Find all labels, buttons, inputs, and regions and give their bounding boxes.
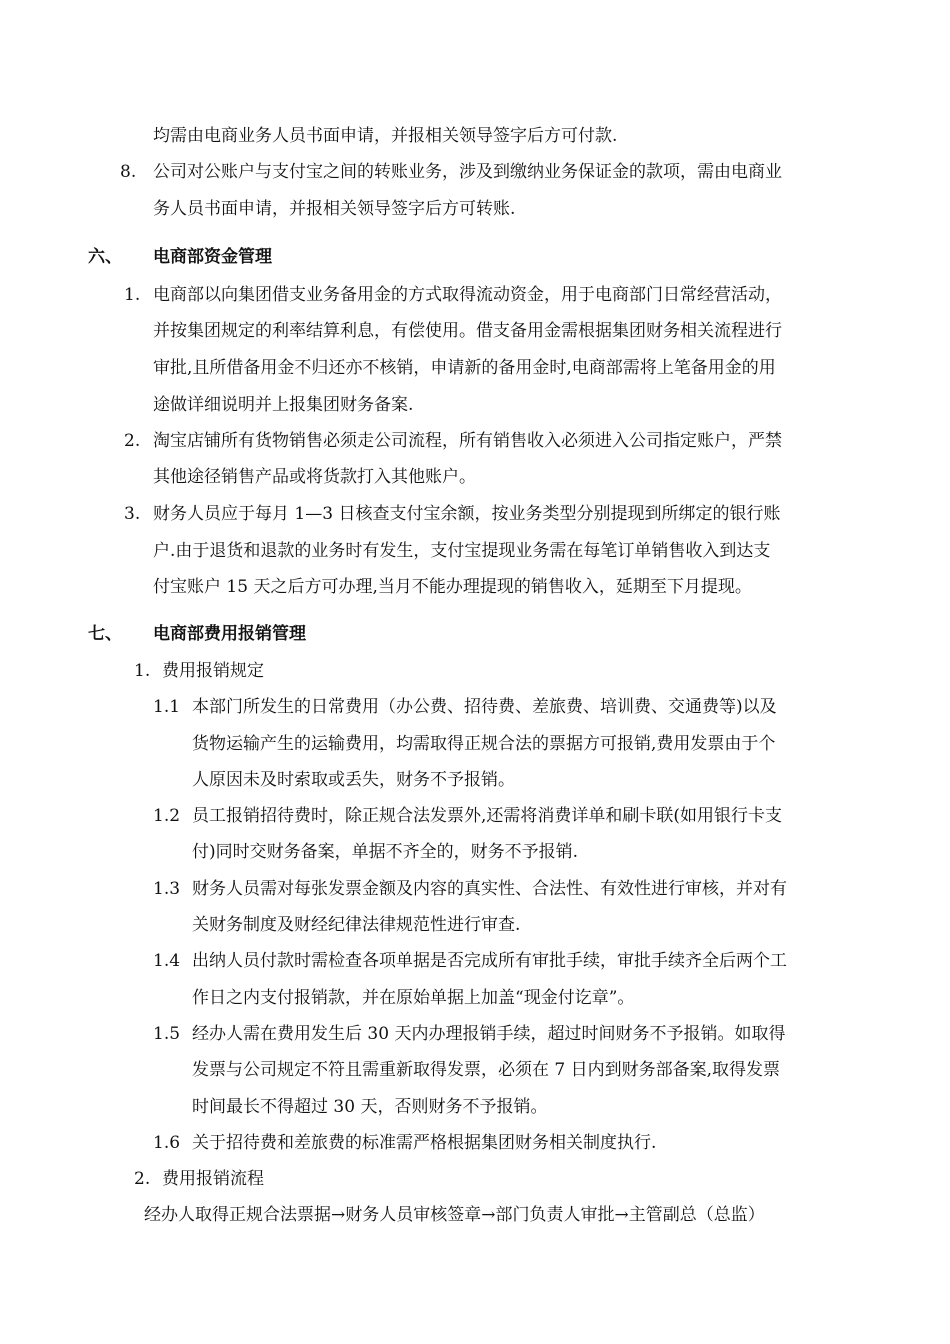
section-number: 七、 <box>88 624 122 644</box>
paragraph-line: 出纳人员付款时需检查各项单据是否完成所有审批手续，审批手续齐全后两个工 <box>192 951 787 971</box>
list-number: 8. <box>120 162 137 182</box>
section-heading: 电商部费用报销管理 <box>153 624 306 644</box>
paragraph-line: 付)同时交财务备案，单据不齐全的，财务不予报销. <box>192 842 579 862</box>
list-number: 1. <box>134 661 151 681</box>
paragraph-line: 作日之内支付报销款，并在原始单据上加盖“现金付讫章”。 <box>192 988 635 1008</box>
list-number: 3. <box>124 504 141 524</box>
paragraph-line: 户.由于退货和退款的业务时有发生，支付宝提现业务需在每笔订单销售收入到达支 <box>153 541 771 561</box>
paragraph-line: 务人员书面申请，并报相关领导签字后方可转账. <box>153 199 516 219</box>
paragraph-line: 并按集团规定的利率结算利息，有偿使用。借支备用金需根据集团财务相关流程进行 <box>153 321 782 341</box>
paragraph-line: 本部门所发生的日常费用（办公费、招待费、差旅费、培训费、交通费等)以及 <box>192 697 777 717</box>
paragraph-line: 公司对公账户与支付宝之间的转账业务，涉及到缴纳业务保证金的款项，需由电商业 <box>153 162 782 182</box>
list-number: 1. <box>124 285 141 305</box>
list-number: 1.6 <box>153 1133 181 1153</box>
paragraph-line: 均需由电商业务人员书面申请，并报相关领导签字后方可付款. <box>153 126 618 146</box>
section-number: 六、 <box>88 247 122 267</box>
paragraph-line: 经办人取得正规合法票据→财务人员审核签章→部门负责人审批→主管副总（总监） <box>144 1205 765 1225</box>
paragraph-line: 电商部以向集团借支业务备用金的方式取得流动资金，用于电商部门日常经营活动， <box>153 285 782 305</box>
paragraph-line: 人原因未及时索取或丢失，财务不予报销。 <box>192 770 515 790</box>
paragraph-line: 审批,且所借备用金不归还亦不核销，申请新的备用金时,电商部需将上笔备用金的用 <box>153 358 776 378</box>
paragraph-line: 其他途径销售产品或将货款打入其他账户。 <box>153 467 476 487</box>
paragraph-line: 途做详细说明并上报集团财务备案. <box>153 395 414 415</box>
paragraph-line: 财务人员应于每月 1—3 日核查支付宝余额，按业务类型分别提现到所绑定的银行账 <box>153 504 781 524</box>
list-number: 1.1 <box>153 697 181 717</box>
paragraph-line: 财务人员需对每张发票金额及内容的真实性、合法性、有效性进行审核，并对有 <box>192 879 787 899</box>
paragraph-line: 发票与公司规定不符且需重新取得发票，必须在 7 日内到财务部备案,取得发票 <box>192 1060 781 1080</box>
paragraph-line: 付宝账户 15 天之后方可办理,当月不能办理提现的销售收入，延期至下月提现。 <box>153 577 752 597</box>
paragraph-line: 时间最长不得超过 30 天，否则财务不予报销。 <box>192 1097 548 1117</box>
paragraph-line: 货物运输产生的运输费用，均需取得正规合法的票据方可报销,费用发票由于个 <box>192 734 776 754</box>
section-heading: 电商部资金管理 <box>153 247 272 267</box>
paragraph-line: 关于招待费和差旅费的标准需严格根据集团财务相关制度执行. <box>192 1133 657 1153</box>
list-number: 2. <box>134 1169 151 1189</box>
list-number: 1.4 <box>153 951 181 971</box>
list-number: 2. <box>124 431 141 451</box>
list-number: 1.5 <box>153 1024 181 1044</box>
list-number: 1.3 <box>153 879 181 899</box>
paragraph-line: 淘宝店铺所有货物销售必须走公司流程，所有销售收入必须进入公司指定账户，严禁 <box>153 431 782 451</box>
paragraph-line: 经办人需在费用发生后 30 天内办理报销手续，超过时间财务不予报销。如取得 <box>192 1024 786 1044</box>
paragraph-line: 员工报销招待费时，除正规合法发票外,还需将消费详单和刷卡联(如用银行卡支 <box>192 806 783 826</box>
subsection-title: 费用报销规定 <box>162 661 264 681</box>
list-number: 1.2 <box>153 806 181 826</box>
paragraph-line: 关财务制度及财经纪律法律规范性进行审查. <box>192 915 521 935</box>
subsection-title: 费用报销流程 <box>162 1169 264 1189</box>
